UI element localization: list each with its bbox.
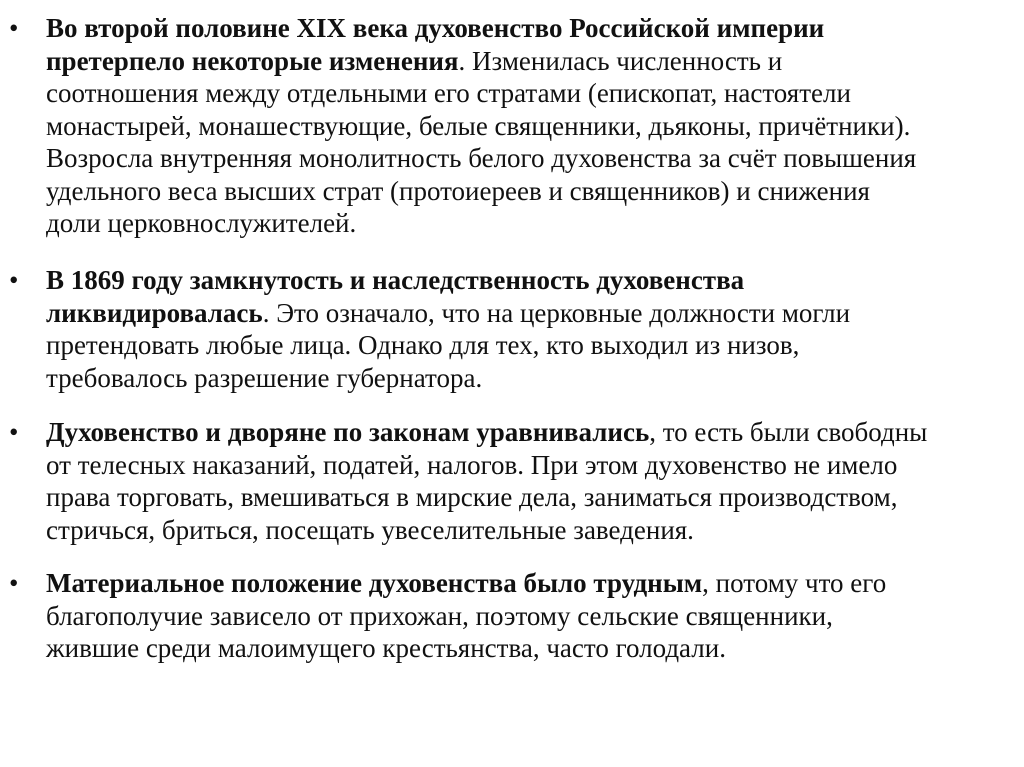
bold-text: В 1869 году замкнутость и наследственность духовенства	[46, 265, 745, 295]
body-text: . Это означало, что на церковные должности могли	[262, 297, 851, 328]
body-text: монастырей, монашествующие, белые священники, дьяконы, причётники).	[46, 110, 911, 141]
body-text: благополучие зависело от прихожан, поэтому сельские священники,	[46, 600, 833, 631]
text-line	[46, 416, 927, 449]
body-text: жившие среди малоимущего крестьянства, часто голодали.	[46, 633, 726, 663]
text-line	[46, 297, 850, 330]
body-text: Возросла внутренняя монолитность белого духовенства за счёт повышения	[46, 143, 917, 173]
text-line	[46, 329, 799, 362]
text-line	[46, 514, 694, 547]
body-text: стричься, бриться, посещать увеселительные заведения.	[46, 514, 694, 545]
body-text: . Изменилась численность и	[458, 45, 783, 76]
text-line	[46, 264, 744, 297]
body-text: претендовать любые лица. Однако для тех, кто выходил из низов,	[46, 330, 800, 360]
bold-text: Во второй половине XIX века духовенство Российской империи	[46, 13, 825, 43]
text-line	[46, 567, 886, 600]
bullet-icon: •	[9, 417, 19, 447]
body-text: доли церковнослужителей.	[46, 208, 357, 238]
bullet-icon: •	[9, 265, 19, 295]
text-line	[46, 362, 482, 395]
bullet-icon: •	[9, 568, 19, 598]
text-line	[46, 481, 898, 514]
text-line	[46, 110, 910, 143]
bold-text: претерпело некоторые изменения	[46, 45, 459, 76]
text-line	[46, 600, 833, 633]
bold-text: ликвидировалась	[46, 297, 263, 328]
body-text: удельного веса высших страт (протоиереев и священников) и снижения	[46, 175, 870, 206]
body-text: соотношения между отдельными его стратами (епископат, настоятели	[46, 78, 851, 108]
bold-text: Материальное положение духовенства было трудным	[46, 568, 703, 598]
body-text: права торговать, вмешиваться в мирские дела, заниматься производством,	[46, 482, 898, 512]
body-text: , то есть были свободны	[649, 417, 928, 447]
text-line	[46, 45, 782, 78]
body-text: , потому что его	[702, 568, 887, 598]
text-line	[46, 449, 897, 482]
text-line	[46, 632, 726, 665]
body-text: от телесных наказаний, податей, налогов. При этом духовенство не имело	[46, 449, 898, 480]
text-line	[46, 142, 916, 175]
bullet-icon: •	[9, 13, 19, 43]
bold-text: Духовенство и дворяне по законам уравнивались	[46, 417, 650, 447]
text-line	[46, 175, 870, 208]
text-line	[46, 77, 851, 110]
body-text: требовалось разрешение губернатора.	[46, 362, 483, 393]
text-line	[46, 12, 824, 45]
text-line	[46, 207, 356, 240]
